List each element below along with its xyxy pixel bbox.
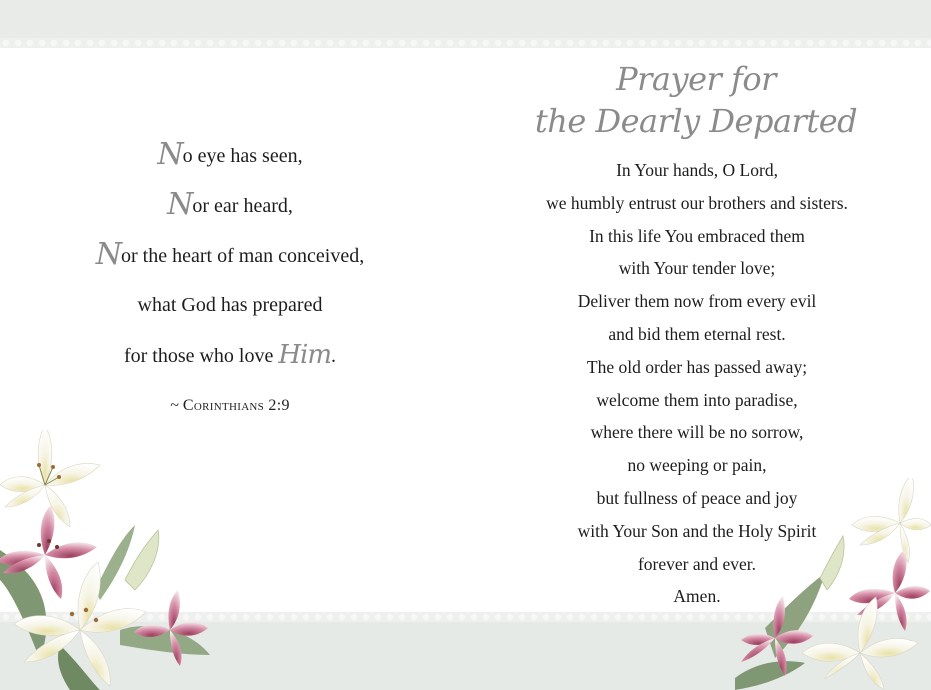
prayer-line: but fullness of peace and joy (596, 487, 798, 508)
prayer-line: In this life You embraced them (589, 225, 805, 246)
top-background-band (0, 0, 931, 38)
citation-reference: Corinthians 2:9 (182, 397, 290, 414)
lily-bouquet-right-icon (735, 478, 931, 690)
lace-border-top (0, 38, 931, 48)
verse-text-1: o eye has seen, (182, 145, 303, 167)
verse-initial-1: N (157, 137, 183, 172)
leaves (735, 573, 825, 690)
prayer-line: Deliver them now from every evil (577, 291, 817, 312)
verse-text-2: or ear heard, (192, 195, 293, 217)
citation-prefix: ~ (170, 397, 183, 414)
verse-text-5-suffix: . (331, 345, 337, 367)
prayer-title (520, 58, 872, 142)
prayer-title-line-2: the Dearly Departed (534, 102, 858, 140)
prayer-line: Amen. (673, 586, 721, 607)
verse-citation (0, 397, 460, 415)
verse-script-him: Him (278, 340, 332, 370)
scripture-verse (0, 130, 460, 380)
prayer-line: where there will be no sorrow, (590, 422, 804, 443)
verse-text-3: or the heart of man conceived, (121, 245, 365, 267)
prayer-line: and bid them eternal rest. (608, 323, 786, 344)
prayer-line: forever and ever. (637, 553, 757, 574)
prayer-line: with Your tender love; (618, 258, 776, 279)
verse-line-3 (0, 230, 460, 280)
prayer-line: In Your hands, O Lord, (616, 160, 778, 180)
verse-text-5-prefix: for those who love (123, 345, 279, 367)
verse-line-2 (0, 180, 460, 230)
prayer-line: The old order has passed away; (586, 356, 808, 377)
verse-line-1 (0, 130, 460, 180)
verse-initial-2: N (167, 187, 193, 222)
prayer-line: with Your Son and the Holy Spirit (577, 520, 817, 541)
prayer-line: no weeping or pain, (627, 455, 767, 476)
verse-text-4: what God has prepared (137, 294, 323, 316)
lily-bouquet-left-icon (0, 430, 215, 690)
verse-line-4 (0, 280, 460, 330)
prayer-line: we humbly entrust our brothers and sisters. (546, 192, 848, 213)
prayer-line: welcome them into paradise, (596, 389, 798, 410)
prayer-title-line-1: Prayer for (616, 60, 776, 98)
verse-line-5 (0, 330, 460, 380)
verse-initial-3: N (95, 237, 121, 272)
